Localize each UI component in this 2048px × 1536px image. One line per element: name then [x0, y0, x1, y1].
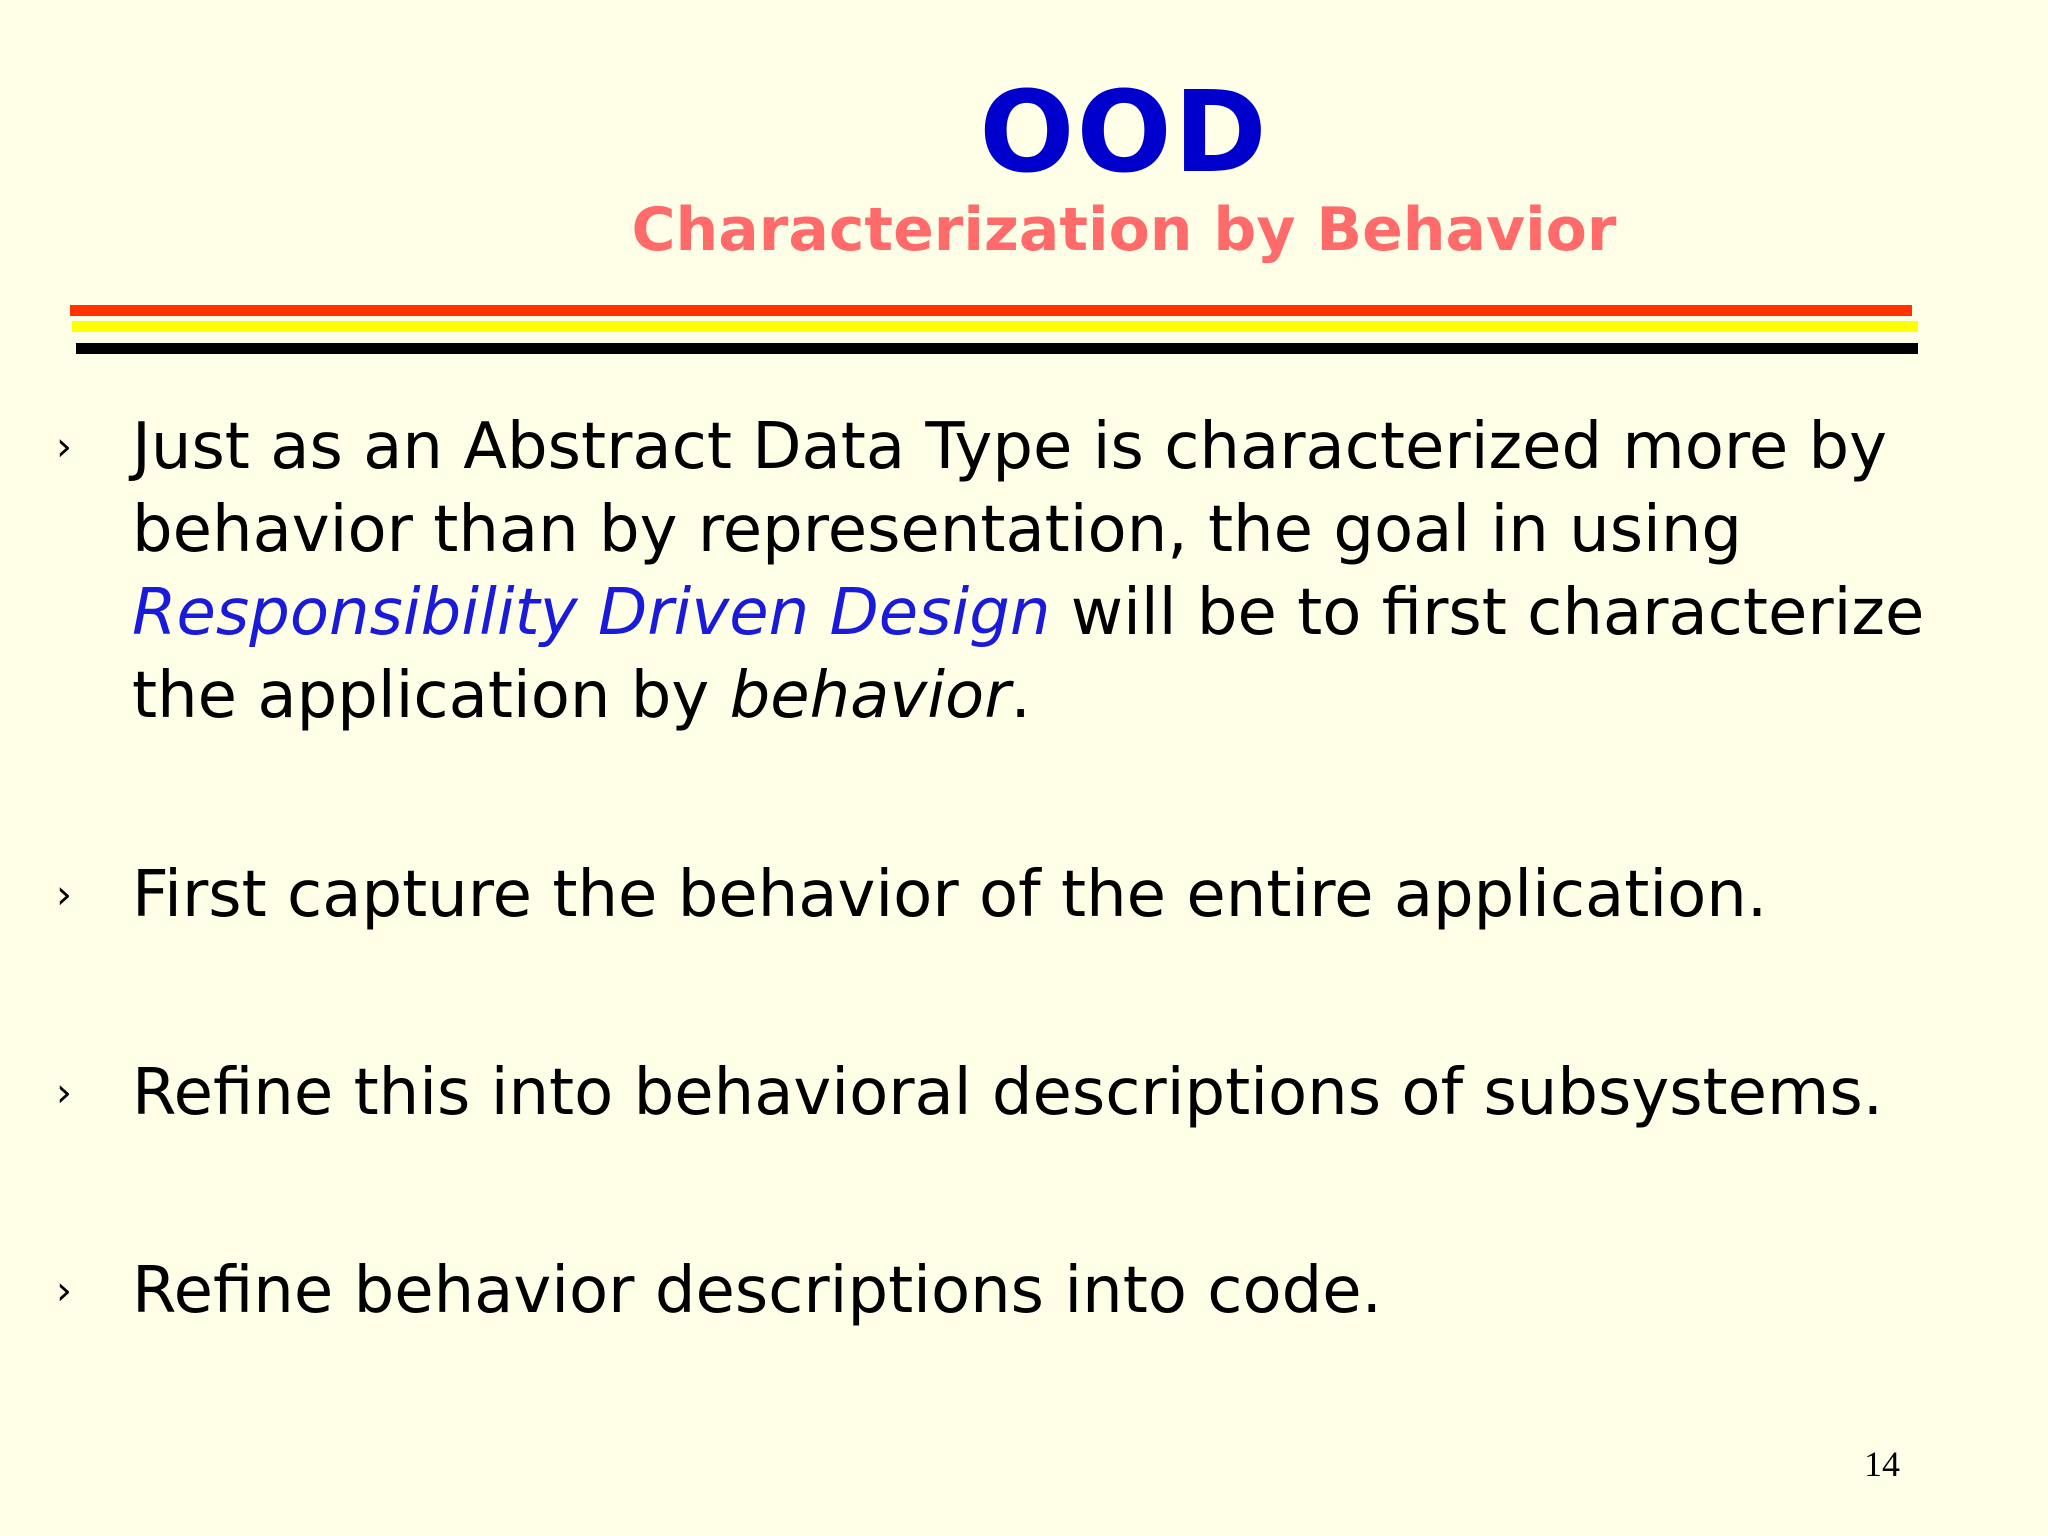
- bullet-text: Refine this into behavioral descriptions of subsystems.: [132, 1056, 1884, 1130]
- bullet-item: [56, 406, 1972, 738]
- slide-title: OOD: [979, 68, 1269, 198]
- bullet-text: Just as an Abstract Data Type is characterized more by behavior than by representation, the goal in using: [132, 410, 1888, 567]
- bullet-text: First capture the behavior of the entire application.: [132, 858, 1768, 932]
- bullet-text: will be to first characterize the application by: [132, 576, 1925, 733]
- bullet-arrow-icon: ›: [56, 424, 72, 470]
- bullet-arrow-icon: ›: [56, 1268, 72, 1314]
- responsibility-driven-design-term: Responsibility Driven Design: [132, 576, 1051, 650]
- slide-subtitle: Characterization by Behavior: [631, 195, 1617, 265]
- behavior-emphasis: behavior: [729, 659, 1011, 733]
- bullet-item: [56, 854, 1972, 937]
- bullet-arrow-icon: ›: [56, 1070, 72, 1116]
- bullet-item: [56, 1250, 1972, 1333]
- bullet-text: .: [1010, 659, 1031, 733]
- bullet-text: Refine behavior descriptions into code.: [132, 1254, 1382, 1328]
- page-number: 14: [1864, 1444, 1900, 1484]
- bullet-arrow-icon: ›: [56, 872, 72, 918]
- bullet-item: [56, 1052, 1972, 1135]
